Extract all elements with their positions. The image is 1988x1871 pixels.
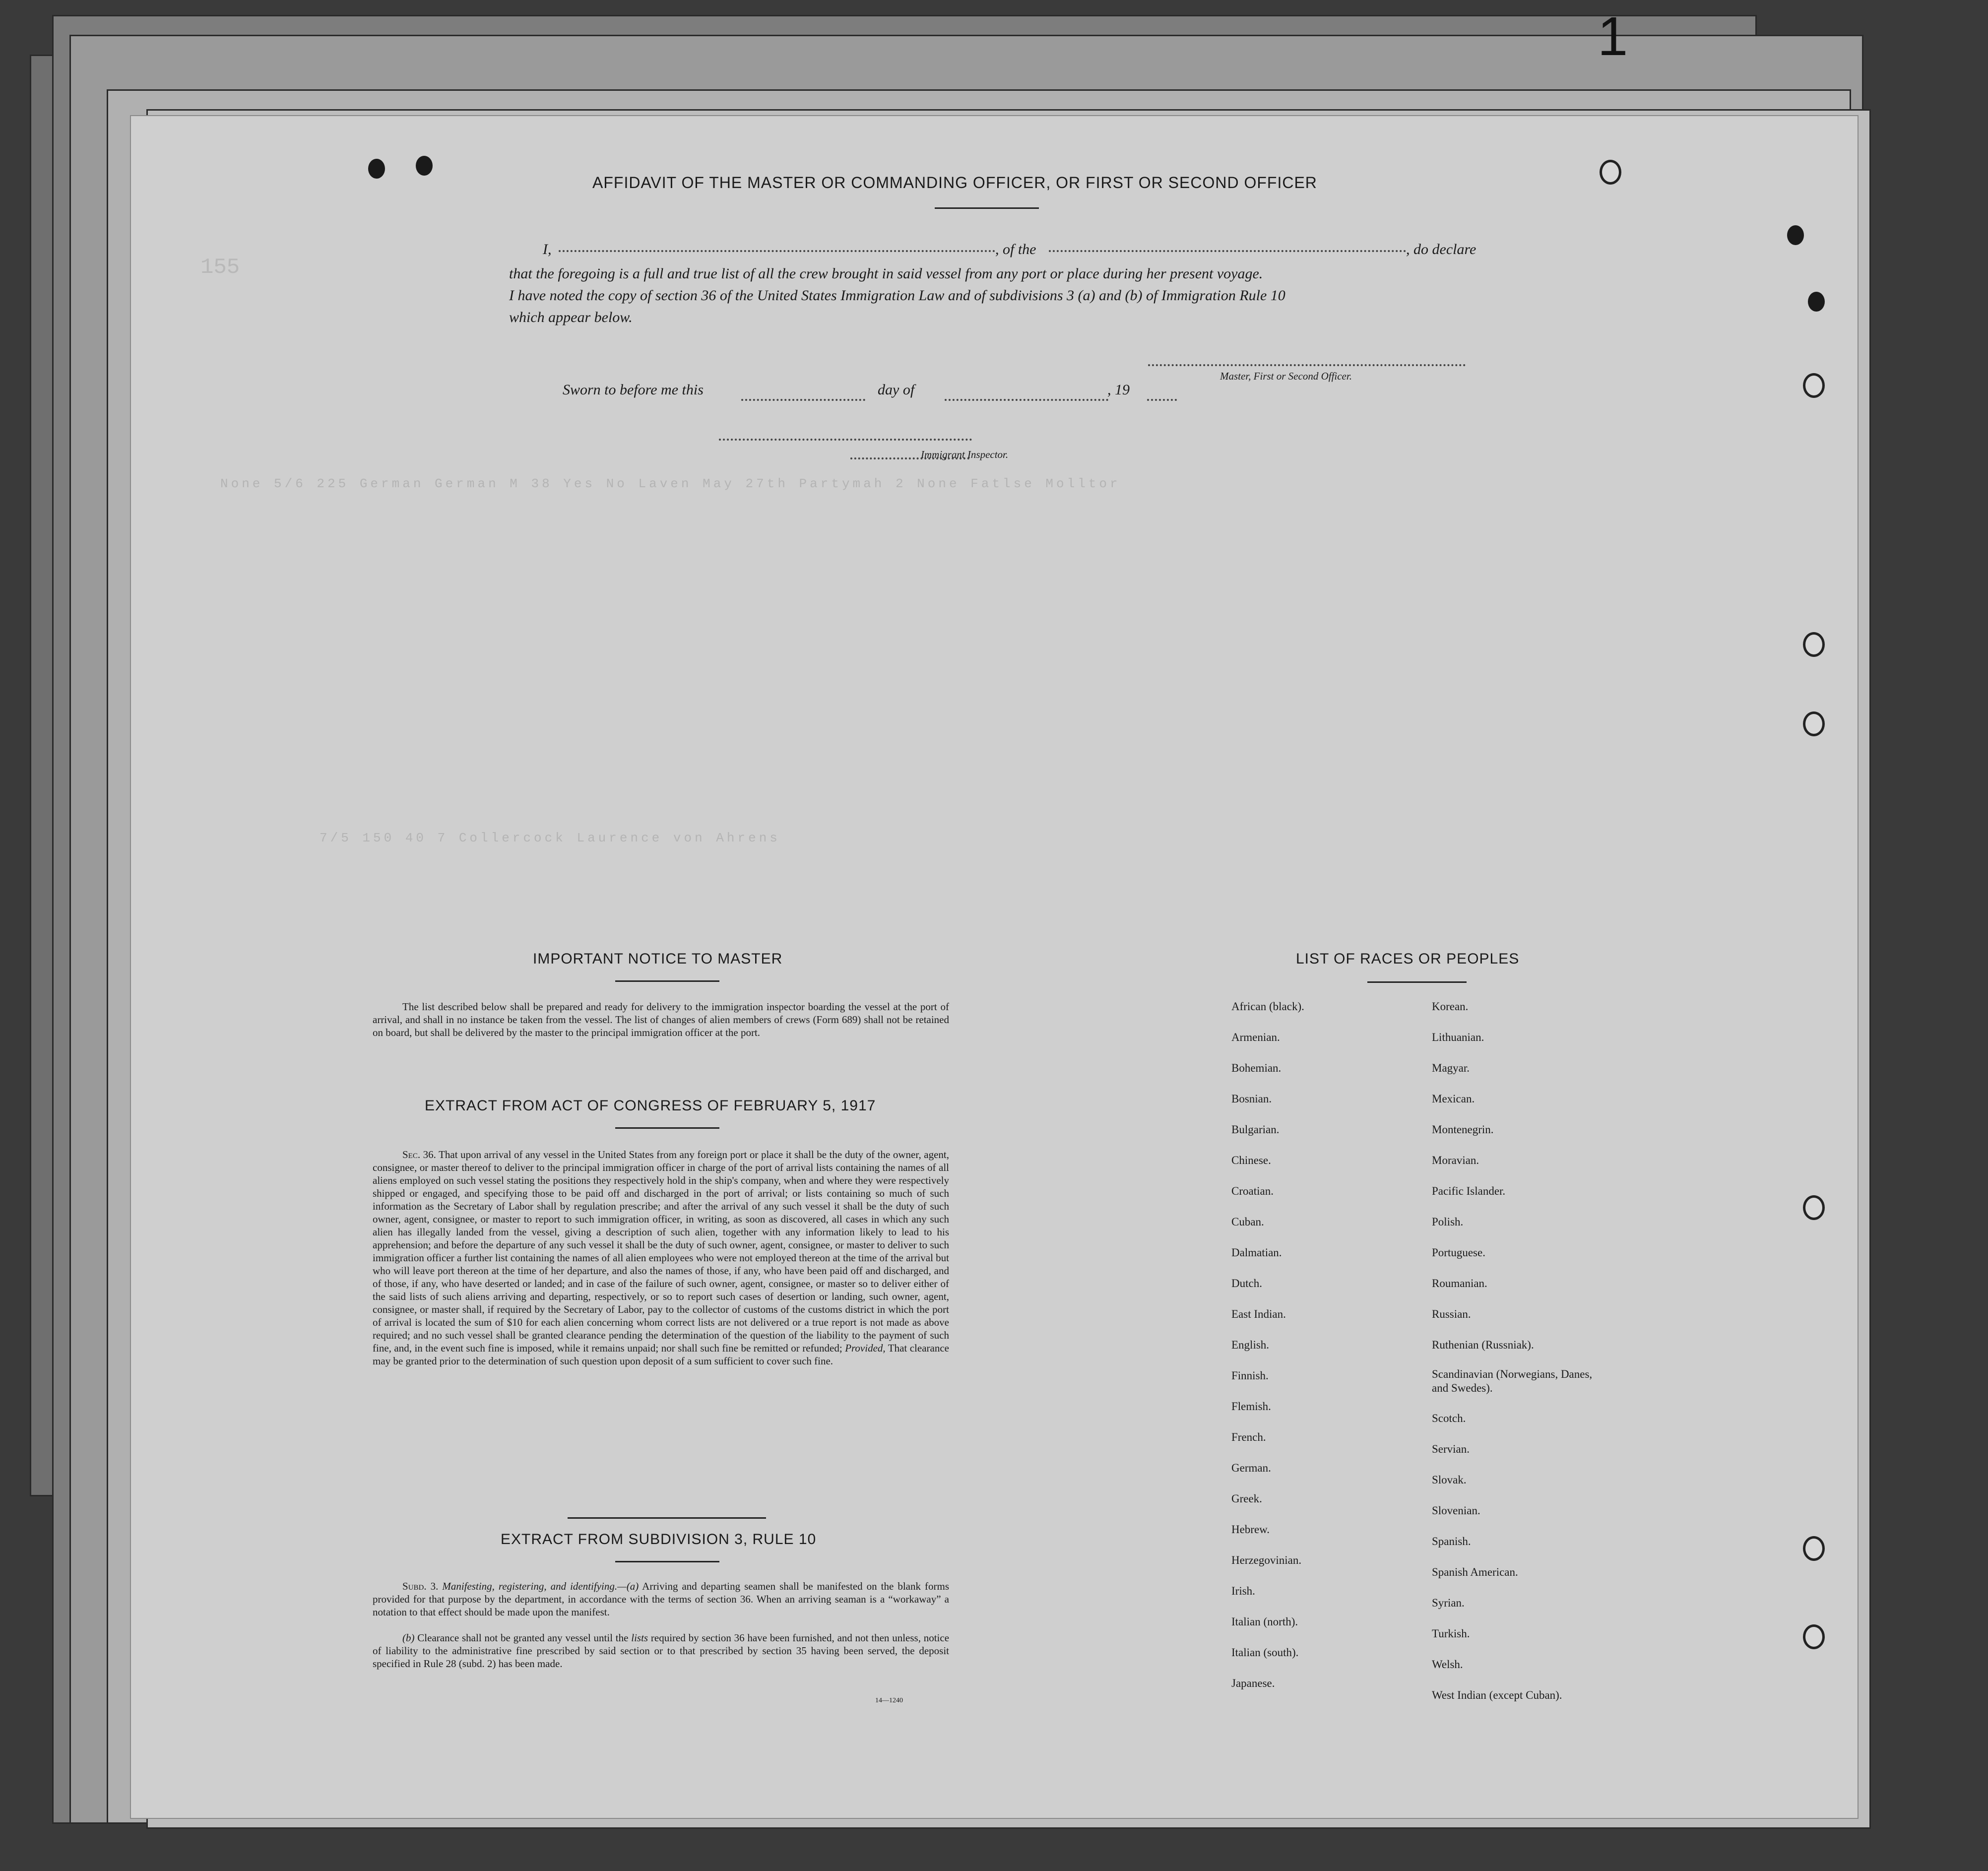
part-a-label: —(a) — [617, 1580, 639, 1592]
race-item: Servian. — [1432, 1443, 1470, 1455]
race-item: Croatian. — [1231, 1185, 1274, 1197]
punch-hole — [416, 156, 433, 176]
race-item: Moravian. — [1432, 1154, 1479, 1166]
part-b-text-2: required by section 36 have been furnished, and not then unless, notice of liability to the administrative fine prescribed by said section or to that prescribed by section 35 having been served, the deposit specified in Rule 28 (subd. 2) has been made. — [373, 1632, 950, 1670]
section-divider — [568, 1517, 766, 1519]
subd-label: Subd. 3. — [402, 1580, 439, 1592]
inspector-label: Immigrant Inspector. — [921, 449, 1009, 460]
race-item: Irish. — [1231, 1585, 1255, 1597]
race-item: Bohemian. — [1231, 1062, 1282, 1074]
act-extract-title: EXTRACT FROM ACT OF CONGRESS OF FEBRUARY 5, 1917 — [425, 1097, 876, 1114]
race-item: Spanish. — [1432, 1535, 1471, 1548]
race-item: Armenian. — [1231, 1031, 1280, 1043]
document-page — [130, 115, 1859, 1819]
race-item: Syrian. — [1432, 1597, 1465, 1609]
master-signature-label: Master, First or Second Officer. — [1220, 370, 1352, 382]
race-item: East Indian. — [1231, 1308, 1286, 1320]
race-item: Polish. — [1432, 1216, 1464, 1228]
part-b-label: (b) — [402, 1632, 415, 1644]
part-b-text-1: Clearance shall not be granted any vessel until the — [417, 1632, 629, 1644]
declaration-i: I, — [543, 241, 552, 258]
sworn-month-blank[interactable] — [945, 399, 1108, 401]
races-title: LIST OF RACES OR PEOPLES — [1296, 951, 1520, 967]
declaration-line-2: that the foregoing is a full and true list of all the crew brought in said vessel from any port or place during her present voyage. — [509, 265, 1263, 282]
sworn-year-blank[interactable] — [1147, 399, 1177, 401]
notice-title: IMPORTANT NOTICE TO MASTER — [533, 951, 783, 967]
punch-hole — [1787, 225, 1804, 245]
declaration-line-4: which appear below. — [509, 309, 633, 325]
race-item: Italian (north). — [1231, 1615, 1298, 1628]
race-item: Scandinavian (Norwegians, Danes, and Swedes). — [1432, 1368, 1593, 1394]
race-item: Hebrew. — [1231, 1523, 1270, 1536]
section-label: Sec. 36. — [402, 1149, 436, 1161]
race-item: Magyar. — [1432, 1062, 1470, 1074]
bleed-through-row: None 5/6 225 German German M 38 Yes No Laven May 27th Partymah 2 None Fatlse Molltor — [220, 476, 1121, 491]
race-item: Dalmatian. — [1231, 1246, 1282, 1259]
proviso-text: That clearance may be granted prior to the determination of such question upon deposit of a sum sufficient to cover such fine. — [373, 1342, 949, 1367]
race-item: Dutch. — [1231, 1277, 1262, 1290]
sworn-day-of: day of — [878, 382, 915, 398]
binder-hole — [1803, 1536, 1825, 1561]
rule-extract-underline — [615, 1561, 719, 1562]
sworn-year: , 19 — [1107, 382, 1130, 398]
proviso-label: Provided, — [845, 1342, 886, 1354]
vessel-blank[interactable] — [1049, 250, 1406, 252]
faint-stamp-number: 155 — [200, 255, 240, 280]
race-item: Turkish. — [1432, 1627, 1470, 1640]
race-item: Pacific Islander. — [1432, 1185, 1506, 1197]
bleed-through-row: 7/5 150 40 7 Collercock Laurence von Ahrens — [320, 831, 780, 845]
binder-hole — [1803, 1624, 1825, 1649]
race-item: Lithuanian. — [1432, 1031, 1484, 1043]
part-b-lists: lists — [631, 1632, 648, 1644]
race-item: West Indian (except Cuban). — [1432, 1689, 1562, 1701]
race-item: Japanese. — [1231, 1677, 1275, 1689]
sworn-text: Sworn to before me this — [563, 382, 704, 398]
race-item: English. — [1231, 1339, 1270, 1351]
act-extract-underline — [615, 1127, 719, 1129]
binder-hole — [1803, 711, 1825, 736]
rule-extract-title: EXTRACT FROM SUBDIVISION 3, RULE 10 — [501, 1531, 817, 1548]
section-body: That upon arrival of any vessel in the United States from any foreign port or place it shall be the duty of the owner, agent, consignee, or master thereof to deliver to the principal immigration officer in charge of the port of arrival lists containing the names of all aliens employed on such vessel stating the positions they respectively hold in the ship's company, when and where they were respectively shipped or engaged, and specifying those to be paid off and discharged in the port of arrival; or lists containing so much of such information as the Secretary of Labor shall by regulation prescribe; and after the arrival of any such vessel it shall be the duty of such owner, agent, consignee, or master to report to such immigration officer, in writing, as soon as discovered, all cases in which any such alien has illegally landed from the vessel, giving a description of such alien, together with any information likely to lead to his apprehension; and before the departure of any such vessel it shall be the duty of such owner, agent, consignee, or master to deliver to such immigration officer a further list containing the names of all alien employees who were not employed thereon at the time of the arrival but who will leave port thereon at the time of her departure, and also the names of those, if any, who have been paid off and discharged, and of those, if any, who have deserted or landed; and in case of the failure of such owner, agent, consignee, or master so to deliver either of the said lists of such aliens arriving and departing, respectively, or so to report such cases of desertion or landing, such owner, agent, consignee, or master shall, if required by the Secretary of Labor, pay to the collector of customs of the customs district in which the port of arrival is located the sum of $10 for each alien concerning whom correct lists are not delivered or a true report is not made as above required; and no such vessel shall be granted clearance pending the determination of the question of the liability to the payment of such fine, and, in the event such fine is imposed, while it remains unpaid; nor shall such fine be remitted or refunded; — [373, 1149, 949, 1354]
rule-part-b — [373, 1631, 949, 1670]
race-item: Bosnian. — [1231, 1093, 1272, 1105]
title-underline — [935, 207, 1039, 209]
race-item: African (black). — [1231, 1000, 1304, 1013]
affidavit-title: AFFIDAVIT OF THE MASTER OR COMMANDING OFFICER, OR FIRST OR SECOND OFFICER — [592, 174, 1317, 192]
declaration-line-3: I have noted the copy of section 36 of the United States Immigration Law and of subdivisions 3 (a) and (b) of Immigration Rule 10 — [509, 287, 1285, 304]
race-item: Montenegrin. — [1432, 1123, 1494, 1136]
punch-hole — [368, 159, 385, 179]
race-item: Slovenian. — [1432, 1504, 1480, 1517]
binder-hole — [1600, 160, 1621, 185]
race-item: Cuban. — [1231, 1216, 1264, 1228]
declaration-declare: , do declare — [1406, 241, 1476, 258]
act-extract-text — [373, 1148, 949, 1367]
corner-handwritten-mark: 1 — [1598, 6, 1628, 67]
inspector-signature-line[interactable] — [719, 439, 972, 441]
race-item: Mexican. — [1432, 1093, 1475, 1105]
notice-underline — [615, 980, 719, 982]
race-item: Scotch. — [1432, 1412, 1466, 1424]
race-item: Bulgarian. — [1231, 1123, 1280, 1136]
subd-heading: Manifesting, registering, and identifying. — [442, 1580, 618, 1592]
binder-hole — [1803, 373, 1825, 398]
binder-hole — [1803, 1195, 1825, 1220]
race-item: Portuguese. — [1432, 1246, 1485, 1259]
race-item: Chinese. — [1231, 1154, 1271, 1166]
declaration-of-the: , of the — [995, 241, 1036, 258]
notice-text: The list described below shall be prepared and ready for delivery to the immigration inspector boarding the vessel at the port of arrival, and shall in no instance be taken from the vessel. The list of changes of alien members of crews (Form 689) shall not be retained on board, but shall be delivered by the master to the principal immigration officer at the port. — [373, 1001, 949, 1038]
race-item: Finnish. — [1231, 1369, 1269, 1382]
race-item: Spanish American. — [1432, 1566, 1518, 1578]
part-a-text: Arriving and departing seamen shall be manifested on the blank forms provided for that purpose by the department, in accordance with the terms of section 36. When an arriving seaman is a “workaway” a notation to that effect should be made upon the manifest. — [373, 1580, 949, 1618]
race-item: Italian (south). — [1231, 1646, 1299, 1659]
races-underline — [1367, 981, 1467, 983]
punch-hole — [1808, 292, 1825, 312]
form-number: 14—1240 — [875, 1697, 903, 1704]
race-item: Greek. — [1231, 1492, 1262, 1505]
race-item: Ruthenian (Russniak). — [1432, 1339, 1534, 1351]
race-item: French. — [1231, 1431, 1266, 1443]
rule-part-a — [373, 1580, 949, 1618]
master-signature-line[interactable] — [1148, 364, 1466, 366]
race-item: German. — [1231, 1462, 1271, 1474]
sworn-day-blank[interactable] — [741, 399, 865, 401]
race-item: Slovak. — [1432, 1474, 1467, 1486]
race-item: Korean. — [1432, 1000, 1469, 1013]
race-item: Herzegovinian. — [1231, 1554, 1302, 1566]
race-item: Roumanian. — [1432, 1277, 1487, 1290]
race-item: Flemish. — [1231, 1400, 1271, 1413]
name-blank[interactable] — [559, 250, 995, 252]
race-item: Russian. — [1432, 1308, 1471, 1320]
binder-hole — [1803, 632, 1825, 657]
race-item: Welsh. — [1432, 1658, 1463, 1671]
